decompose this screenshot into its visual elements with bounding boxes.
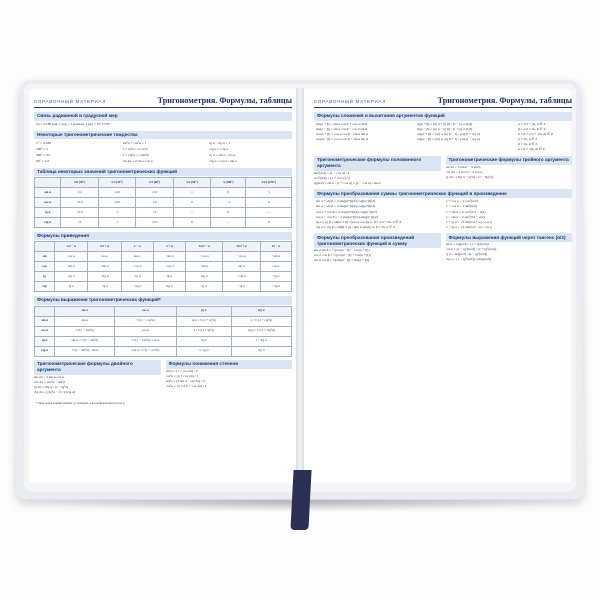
- formula-item: sin(α + β) = sin α cos β + cos α sin β: [316, 122, 368, 127]
- section-tangent-half-angle: [446, 233, 573, 263]
- formula-item: cos(α + β) = cos α cos β − sin α sin β: [316, 132, 368, 137]
- table-cell: −cos α: [153, 262, 185, 272]
- section-expression-formulas: [34, 296, 292, 357]
- sum-to-product-columns: [314, 198, 572, 230]
- table-cell: ctg α: [231, 346, 291, 356]
- table-cell: sin α: [223, 262, 260, 272]
- section-double-argument: [34, 360, 161, 395]
- left-page-header: [34, 96, 292, 108]
- table-row: [35, 272, 292, 282]
- section-half-argument: [314, 156, 441, 186]
- table-cell: tg α: [185, 282, 222, 292]
- formula-item: cos α + cos β = 2 cos((α+β)/2) cos((α−β)/2): [316, 209, 377, 214]
- footnote: * Знак перед корнем зависит от четверти, в которой находится угол α.: [36, 400, 126, 405]
- formula-item: 1 − cos α = 2 sin²(α/2): [446, 204, 478, 209]
- half-and-triple-sections: [314, 156, 572, 189]
- formula-item: sin α cos β = ½[sin(α − β) + sin(α + β)]: [314, 257, 369, 262]
- table-cell: 1/2: [61, 188, 98, 198]
- condition-item: β ≠ πk, k ∈ Z: [518, 142, 538, 147]
- section-values-table: [34, 168, 292, 229]
- section-power-reduction: [166, 360, 293, 395]
- table-cell: √3: [61, 218, 98, 228]
- page-title: Тригонометрия. Формулы, таблицы: [157, 96, 292, 105]
- table-cell: ctg α: [153, 282, 185, 292]
- table-cell: √3/3: [61, 208, 98, 218]
- formula-item: sin α + sin β = 2 sin((α+β)/2) cos((α−β)/2): [316, 199, 376, 204]
- formula-item: sin³α = (3 sin α − sin 3α) / 4: [165, 378, 205, 383]
- table-header-cell: 3π/2 − α: [185, 242, 222, 252]
- formula-item: cos²α = (1 + cos 2α) / 2: [165, 373, 199, 378]
- formula-item: 1 + cos α = 2 cos²(α/2): [446, 199, 478, 204]
- table-cell: −ctg α: [121, 282, 153, 292]
- table-cell: 1/2: [136, 198, 173, 208]
- table-header-cell: π + α: [153, 242, 185, 252]
- table-cell: 0: [246, 198, 292, 208]
- sum-to-product-column-2: [446, 199, 570, 229]
- formula-item: ctg α ± ctg β = sin(β ± α) / (sin α sin β), α, β ≠ πn, n ∈ Z: [316, 224, 396, 229]
- table-cell: −sin α: [260, 252, 291, 262]
- formula-item: tg α · ctg α = 1: [209, 140, 231, 145]
- notebook-spine: [296, 88, 304, 484]
- table-header-cell: π/6 (30°): [61, 178, 98, 188]
- formula-item: tg 3α = (3tg α − tg³α) / (1 − 3tg²α): [445, 174, 494, 179]
- section-heading: Формулы преобразования суммы тригонометрических функций в произведение: [314, 189, 572, 198]
- table-cell: ctg α: [55, 272, 88, 282]
- table-header-cell: π/3 (60°): [136, 178, 173, 188]
- table-cell: −cos α: [223, 252, 260, 262]
- sum-to-product-column-1: [316, 199, 440, 229]
- table-cell: tg α: [177, 336, 232, 346]
- row-label: cos α: [35, 198, 61, 208]
- table-cell: 1: [98, 208, 135, 218]
- table-row: [35, 336, 292, 346]
- triple-argument-list: [446, 165, 573, 180]
- table-cell: √2/2: [98, 198, 135, 208]
- table-cell: 1 / ±√(1 + ctg²α): [231, 316, 291, 326]
- formula-item: ctg 2α = (ctg²α − 1) / (2ctg α): [34, 389, 76, 394]
- table-row: [35, 282, 292, 292]
- formula-item: cos α = (1 − tg²(α/2)) / (1 + tg²(α/2)): [445, 247, 497, 251]
- page-title: Тригонометрия. Формулы, таблицы: [437, 96, 572, 105]
- formula-item: 90° = π/2: [36, 159, 50, 164]
- formula-item: cos(α − β) = cos α cos β + sin α sin β: [316, 137, 368, 142]
- formula-item: tg(α/2) = sin α / (1 + cos α) = (1 − cos α) / sin α: [314, 180, 381, 185]
- table-cell: ±√(1 − cos²α) / cos α: [115, 336, 177, 346]
- section-addition-formulas: [314, 112, 572, 153]
- formula-item: 1° = π/180: [36, 140, 51, 145]
- table-cell: −ctg α: [223, 272, 260, 282]
- section-identities: [34, 131, 292, 164]
- table-cell: 0: [211, 208, 246, 218]
- formula-item: sin α − sin β = 2 sin((α−β)/2) cos((α+β)/2): [316, 204, 376, 209]
- table-cell: √2/2: [98, 188, 135, 198]
- formula-item: cos α − cos β = −2 sin((α+β)/2) sin((α−β)/2): [316, 214, 378, 219]
- formula-item: 1 + tg α = √2 sin(π/4 + α) / cos α: [446, 219, 492, 224]
- power-reduction-list: [166, 369, 293, 389]
- formula-item: 360° = 2π: [36, 153, 50, 157]
- section-reduction-formulas: [34, 232, 292, 293]
- page-kicker: СПРАВОЧНЫЙ МАТЕРИАЛ: [34, 99, 107, 104]
- formula-item: 180° = π: [36, 146, 49, 151]
- table-header-cell: [35, 242, 55, 252]
- table-header-cell: π/2 − α: [55, 242, 88, 252]
- table-cell: √3: [136, 208, 173, 218]
- table-cell: √3/3: [136, 218, 173, 228]
- formula-item: sin α sin β = ½[cos(α − β) − cos(α + β)]: [314, 247, 370, 252]
- notebook-spine-bottom: [290, 470, 311, 530]
- section-heading: Формулы выражения функций через тангенс (α/2): [446, 233, 573, 242]
- table-cell: ±√(1 − cos²α): [115, 316, 177, 326]
- formula-item: ctg α = (1 − tg²(α/2)) / (2tg(α/2)): [445, 257, 492, 262]
- formula-item: 1 + sin α = 2 cos²(π/4 − α/2): [446, 209, 486, 214]
- section-heading: Формулы приведения: [34, 232, 292, 241]
- table-cell: ±√(1 − sin²α): [55, 326, 115, 336]
- table-cell: cos α / ±√(1 − cos²α): [115, 346, 177, 356]
- table-cell: tg α: [153, 272, 185, 282]
- row-label: ctg α: [35, 218, 61, 228]
- section-heading: Формулы выражения тригонометрических функций*: [34, 296, 292, 305]
- table-cell: √3/2: [136, 188, 173, 198]
- table-row: [35, 218, 292, 228]
- formula-item: sin 3α = 3 sin α − 4 sin³α: [445, 164, 481, 169]
- section-body: πр = π/180 рад; 1 рад = 1 радиан; 1 рад ≈ 57°17'45": [36, 122, 111, 127]
- double-argument-list: [34, 375, 161, 395]
- expression-table: [34, 306, 292, 357]
- table-row: [35, 188, 292, 198]
- page-kicker: СПРАВОЧНЫЙ МАТЕРИАЛ: [314, 99, 387, 104]
- table-header-cell: cos α: [115, 306, 177, 316]
- table-cell: −ctg α: [260, 282, 291, 292]
- row-label: sin: [35, 252, 55, 262]
- table-cell: 0: [173, 218, 210, 228]
- table-cell: sin α: [55, 316, 115, 326]
- table-cell: −tg α: [260, 272, 291, 282]
- table-row: [35, 208, 292, 218]
- table-cell: 1: [173, 188, 210, 198]
- formula-item: cos 3α = 4 cos³α − 3 cos α: [445, 169, 483, 174]
- formula-item: tg(α − β) = (tg α − tg β) / (1 + tg α tg β): [417, 127, 473, 132]
- left-bottom-sections: [34, 360, 292, 398]
- addition-column-2: [417, 122, 512, 152]
- table-header-cell: 2π − α: [260, 242, 291, 252]
- formula-item: cos³α = (3 cos α + cos 3α) / 4: [165, 383, 207, 388]
- table-cell: 1 / ±√(1 + tg²α): [177, 326, 232, 336]
- row-label: tg α: [35, 208, 61, 218]
- formula-item: 1 + ctg²α = 1/sin²α: [122, 153, 149, 157]
- left-page: [34, 96, 292, 478]
- addition-columns: [314, 121, 572, 153]
- row-label: tg: [35, 272, 55, 282]
- table-cell: sin α / ±√(1 − sin²α): [55, 336, 115, 346]
- table-cell: −sin α: [153, 252, 185, 262]
- table-cell: 0: [173, 198, 210, 208]
- section-heading: Тригонометрические формулы половинного аргумента: [314, 156, 441, 171]
- formula-item: cos 2α = cos²α − sin²α: [34, 379, 66, 384]
- table-cell: −ctg α: [88, 272, 121, 282]
- section-heading: Формулы сложения и вычитания аргументов функций: [314, 112, 572, 121]
- formula-item: tg 2α = 2tg α / (1 − tg²α): [34, 384, 69, 389]
- table-cell: ctg α / ±√(1 + ctg²α): [231, 326, 291, 336]
- table-cell: tg α: [55, 282, 88, 292]
- formula-item: cos α cos β = ½[cos(α − β) + cos(α + β)]: [314, 252, 371, 257]
- table-header-cell: [35, 306, 55, 316]
- table-header-cell: 3π/2 + α: [223, 242, 260, 252]
- table-cell: −tg α: [88, 282, 121, 292]
- table-cell: cos α: [55, 252, 88, 262]
- table-cell: sin α: [121, 252, 153, 262]
- table-row: [35, 252, 292, 262]
- formula-item: sin²(α/2) = (1 − cos α) / 2: [314, 170, 350, 175]
- table-header-cell: π − α: [121, 242, 153, 252]
- formula-item: cos²(α/2) = (1 + cos α) / 2: [314, 175, 350, 180]
- table-header-row: [35, 306, 292, 316]
- table-cell: tg α / ±√(1 + tg²α): [177, 316, 232, 326]
- section-heading: Формулы понижения степени: [166, 360, 293, 369]
- table-cell: −cos α: [121, 262, 153, 272]
- table-cell: −1: [246, 188, 292, 198]
- condition-item: α ≠ πn, n ∈ Z: [518, 137, 538, 142]
- condition-item: α ≠ π/2 + πn, n ∈ Z: [518, 122, 546, 127]
- table-cell: −1: [211, 198, 246, 208]
- formula-item: sin α = 2tg(α/2) / (1 + tg²(α/2)): [445, 241, 489, 246]
- formula-item: ctg(α + β) = (ctg α ctg β − 1) / (ctg β + ctg α): [417, 132, 480, 137]
- section-heading: Тригонометрические формулы двойного аргумента: [34, 360, 161, 375]
- table-cell: ±√(1 − sin²α) / sin α: [55, 346, 115, 356]
- condition-item: α ± β ≠ πm, m ∈ Z: [518, 147, 545, 152]
- table-header-cell: π/2 (90°): [173, 178, 210, 188]
- row-label: sin α: [35, 188, 61, 198]
- table-cell: 1 / tg α: [177, 346, 232, 356]
- table-header-cell: 3π/2 (270°): [246, 178, 292, 188]
- table-header-cell: ctg α: [231, 306, 291, 316]
- table-header-row: [35, 178, 292, 188]
- formula-item: 1 + tg²α = 1/cos²α: [122, 146, 148, 151]
- table-header-cell: [35, 178, 61, 188]
- row-label: tg α: [35, 336, 55, 346]
- section-sum-to-product: [314, 189, 572, 230]
- table-cell: —: [173, 208, 210, 218]
- formula-item: 1 − tg α = √2 sin(π/4 − α) / cos α: [446, 224, 492, 229]
- section-product-to-sum: [314, 233, 441, 263]
- formula-item: tg α = 2tg(α/2) / (1 − tg²(α/2)): [445, 252, 488, 257]
- right-page: [314, 96, 572, 478]
- formula-item: sin 2α = 2 sin α cos α: [34, 374, 64, 379]
- table-header-cell: tg α: [177, 306, 232, 316]
- values-table: [34, 177, 292, 228]
- table-cell: —: [246, 208, 292, 218]
- table-cell: ctg α: [185, 272, 222, 282]
- formula-item: tg α = sin α / cos α: [209, 153, 236, 157]
- table-row: [35, 326, 292, 336]
- formula-item: ctg α = 1/tg α: [209, 146, 229, 151]
- addition-column-1: [316, 122, 411, 152]
- reduction-table: [34, 241, 292, 292]
- tangent-half-angle-list: [446, 242, 573, 262]
- table-cell: −tg α: [223, 282, 260, 292]
- table-header-cell: sin α: [55, 306, 115, 316]
- table-cell: −cos α: [185, 252, 222, 262]
- table-cell: −sin α: [185, 262, 222, 272]
- table-header-row: [35, 242, 292, 252]
- table-cell: cos α: [115, 326, 177, 336]
- table-row: [35, 316, 292, 326]
- formula-item: sin²α + cos²α = 1: [122, 140, 147, 145]
- row-label: cos: [35, 262, 55, 272]
- formula-item: sin 2α = 2 sin α cos α: [122, 159, 153, 164]
- row-label: ctg: [35, 282, 55, 292]
- table-cell: −tg α: [121, 272, 153, 282]
- formula-item: sin(α − β) = sin α cos β − cos α sin β: [316, 127, 368, 132]
- section-radian-degree: [34, 112, 292, 127]
- section-heading: Связь радианной и градусной мер: [34, 112, 292, 121]
- row-label: sin α: [35, 316, 55, 326]
- table-cell: 0: [211, 188, 246, 198]
- formula-item: sin²α = (1 − cos 2α) / 2: [165, 368, 198, 373]
- table-header-cell: π/2 + α: [88, 242, 121, 252]
- right-page-header: [314, 96, 572, 108]
- table-cell: sin α: [55, 262, 88, 272]
- product-to-sum-list: [314, 248, 441, 263]
- table-cell: −sin α: [88, 262, 121, 272]
- table-cell: cos α: [88, 252, 121, 262]
- condition-item: β ≠ π/2 + πk, k ∈ Z: [518, 127, 546, 132]
- table-cell: √3/2: [61, 198, 98, 208]
- formula-item: 1 − sin α = 2 sin²(π/4 − α/2): [446, 214, 485, 219]
- table-row: [35, 262, 292, 272]
- right-bottom-sections: [314, 233, 572, 266]
- section-triple-argument: [446, 156, 573, 186]
- formula-item: ctg(α − β) = (ctg α ctg β + 1) / (ctg β − ctg α): [417, 137, 480, 142]
- table-header-cell: π (180°): [211, 178, 246, 188]
- table-row: [35, 346, 292, 356]
- formula-item: tg α ± tg β = sin(α ± β) / (cos α cos β), α, β ≠ π/2 + πn, n ∈ Z: [316, 219, 402, 224]
- addition-conditions: [518, 122, 570, 152]
- formula-item: tg(α + β) = (tg α + tg β) / (1 − tg α tg β): [417, 122, 473, 127]
- condition-item: α ± β ≠ π/2 + πm, m ∈ Z: [518, 132, 554, 137]
- table-cell: 1: [98, 218, 135, 228]
- row-label: cos α: [35, 326, 55, 336]
- section-heading: Формулы преобразования произведений тригонометрических функций в сумму: [314, 233, 441, 248]
- section-heading: Таблица некоторых значений тригонометрических функций: [34, 168, 292, 177]
- table-header-cell: π/4 (45°): [98, 178, 135, 188]
- table-cell: 0: [246, 218, 292, 228]
- table-row: [35, 198, 292, 208]
- formula-item: ctg α = cos α / sin α: [209, 159, 237, 164]
- table-cell: 1 / ctg α: [231, 336, 291, 346]
- section-heading: Некоторые тригонометрические тождества: [34, 131, 292, 140]
- table-cell: cos α: [260, 262, 291, 272]
- row-label: ctg α: [35, 346, 55, 356]
- identities-list: [34, 139, 292, 164]
- table-cell: —: [211, 218, 246, 228]
- section-heading: Тригонометрические формулы тройного аргумента: [446, 156, 573, 165]
- half-argument-list: [314, 171, 441, 186]
